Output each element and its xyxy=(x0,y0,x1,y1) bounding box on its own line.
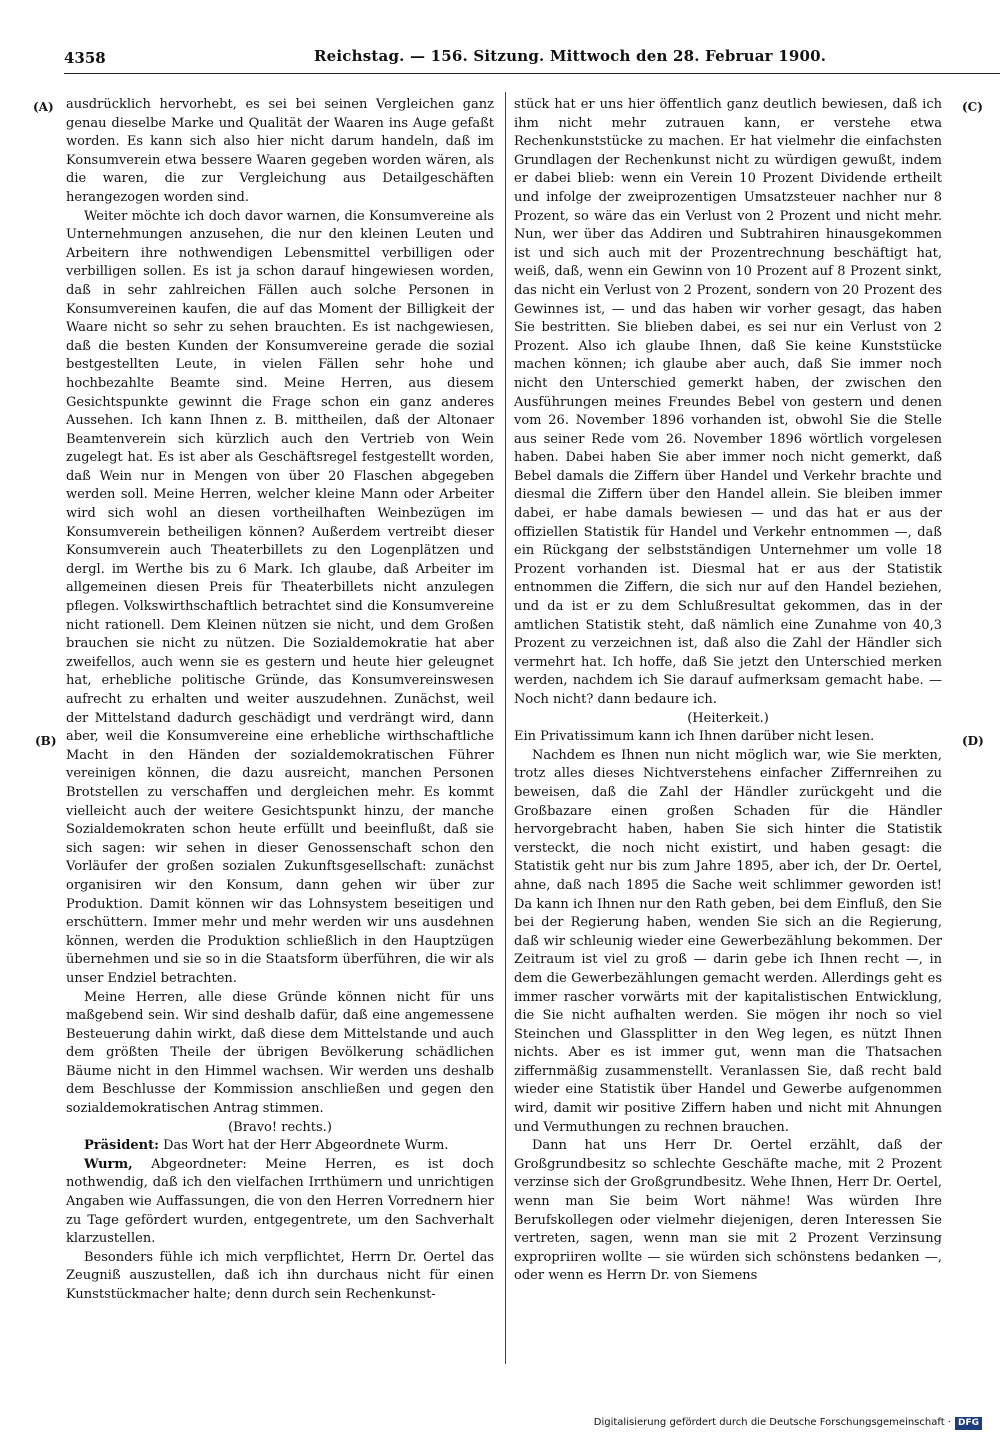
president-name: Präsident: xyxy=(84,1138,159,1154)
paragraph: Besonders fühle ich mich verpflichtet, Herrn Dr. Oertel das Zeugniß auszustellen, daß ich ihn durchaus nicht für einen Kunststückmacher halte; denn durch sein Rechenkunst- xyxy=(66,1249,494,1302)
header-rule xyxy=(64,73,1000,74)
paragraph: stück hat er uns hier öffentlich ganz deutlich bewiesen, daß ich ihm nicht mehr zutrauen kann, er verstehe etwa Rechenkunststücke zu machen. Er hat vielmehr die einfachsten Grundlagen der Rechenkunst nicht zu würdigen gewußt, indem er dabei blieb: wenn ein Verein 10 Prozent Dividende ertheilt und infolge der zweiprozentigen Umsatzsteuer nachher nur 8 Prozent, so wäre das ein Verlust von 2 Prozent und nicht mehr. Nun, wer über das Addiren und Subtrahiren hinausgekommen ist und sich auch mit der Prozentrechnung beschäftigt hat, weiß, daß, wenn ein Gewinn von 10 Prozent auf 8 Prozent sinkt, das nicht ein Verlust von 2 Prozent, sondern von 20 Prozent des Gewinnes ist, — und das haben wir vorher gesagt, das haben Sie bestritten. Sie blieben dabei, es sei nur ein Verlust von 2 Prozent. Also ich glaube Ihnen, daß Sie keine Kunststücke machen können; ich glaube aber auch, daß Sie immer noch nicht den Unterschied gemerkt haben, der zwischen den Ausführungen meines Freundes Bebel von gestern und denen vom 26. November 1896 vorhanden ist, obwohl Sie die Stelle aus seiner Rede vom 26. November 1896 wörtlich vorgelesen haben. Dabei haben Sie aber immer noch nicht gemerkt, daß Bebel damals die Ziffern über Handel und Verkehr brachte und diesmal die Ziffern über den Handel allein. Sie bleiben immer dabei, er habe damals bewiesen — und das hat er aus der offiziellen Statistik für Handel und Verkehr entnommen —, daß ein Rückgang der selbstständigen Unternehmer um volle 18 Prozent vorhanden ist. Diesmal hat er aus der Statistik entnommen die Ziffern, die sich nur auf den Handel beziehen, und da ist er zu dem Schlußresultat gekommen, das in der amtlichen Statistik steht, daß nämlich eine Zunahme von 40,3 Prozent zu verzeichnen ist, daß also die Zahl der Händler sich vermehrt hat. Ich hoffe, daß Sie jetzt den Unterschied merken werden, nachdem ich Sie darauf aufmerksam gemacht habe. — Noch nicht? dann bedaure ich. xyxy=(514,97,942,707)
page-header xyxy=(64,46,984,72)
right-column xyxy=(514,96,942,1286)
credit-text: Digitalisierung gefördert durch die Deutsche Forschungsgemeinschaft · xyxy=(593,1417,951,1428)
margin-marker-b: (B) xyxy=(35,734,57,748)
dfg-logo: DFG xyxy=(955,1417,982,1430)
margin-marker-c: (C) xyxy=(962,100,983,114)
paragraph: Dann hat uns Herr Dr. Oertel erzählt, daß der Großgrundbesitz so schlechte Geschäfte mache, mit 2 Prozent verzinse sich der Großgrundbesitz. Wehe Ihnen, Herr Dr. Oertel, wenn man Sie beim Wort nähme! Was würden Ihre Berufskollegen oder vielmehr diejenigen, deren Interessen Sie vertreten, sagen, wenn man sie mit 2 Prozent Verzinsung expropriiren wollte — sie würden sich schönstens bedanken —, oder wenn es Herrn Dr. von Siemens xyxy=(514,1138,942,1284)
speaker-name: Wurm, xyxy=(84,1156,133,1172)
paragraph: Ein Privatissimum kann ich Ihnen darüber nicht lesen. xyxy=(514,729,875,745)
paragraph: Weiter möchte ich doch davor warnen, die Konsumvereine als Unternehmungen anzusehen, die nur den kleinen Leuten und Arbeitern ihre nothwendigen Lebensmittel verbilligen oder verbilligen sollen. Es ist ja schon darauf hingewiesen worden, daß in sehr zahlreichen Fällen auch solche Personen in Konsumvereinen kaufen, die auf das Moment der Billigkeit der Waare nicht so sehr zu sehen brauchten. Es ist nachgewiesen, daß die besten Kunden der Konsumvereine gerade die sozial bestgestellten Leute, in vielen Fällen sehr hohe und hochbezahlte Beamte sind. Meine Herren, aus diesem Gesichtspunkte gewinnt die Frage schon ein ganz anderes Aussehen. Ich kann Ihnen z. B. mittheilen, daß der Altonaer Beamtenverein sich kürzlich auch den Vertrieb von Wein zugelegt hat. Es ist aber als Geschäftsregel festgestellt worden, daß Wein nur in Mengen von über 20 Flaschen abgegeben werden soll. Meine Herren, welcher kleine Mann oder Arbeiter wird sich wohl an diesen vortheilhaften Weinbezügen im Konsumverein betheiligen können? Außerdem vertreibt dieser Konsumverein auch Theaterbillets zu den Logenplätzen und dergl. im Werthe bis zu 6 Mark. Ich glaube, daß Arbeiter im allgemeinen diesen Preis für Theaterbillets nicht anzulegen pflegen. Volkswirthschaftlich betrachtet sind die Konsumvereine nicht rationell. Dem Kleinen nützen sie nicht, und dem Großen brauchen sie nicht zu nützen. Die Sozialdemokratie hat aber zweifellos, auch wenn sie es gestern und heute hier geleugnet hat, erhebliche politische Gründe, das Konsumvereinswesen aufrecht zu erhalten und weiter auszudehnen. Zunächst, weil der Mittelstand dadurch geschädigt und verdrängt wird, dann aber, weil die Konsumvereine eine erhebliche wirthschaftliche Macht in den Händen der sozialdemokratischen Führer vereinigen können, die dazu ausreicht, manchen Personen Brotstellen zu verschaffen und dergleichen mehr. Es kommt vielleicht auch der weitere Gesichtspunkt hinzu, der manche Sozialdemokraten schon heute erfüllt und beeinflußt, daß sie sich sagen: wir sehen in dieser Genossenschaft schon den Vorläufer der großen sozialen Zukunftsgesellschaft: zunächst organisiren wir den Konsum, dann gehen wir über zur Produktion. Damit können wir das Lohnsystem beseitigen und erschüttern. Immer mehr und mehr werden wir uns ausdehnen können, werden die Produktion schließlich in den Hauptzügen übernehmen und sie so in die Staatsform überführen, die wir als unser Endziel betrachten. xyxy=(66,208,494,986)
digitization-credit xyxy=(594,1416,982,1430)
margin-marker-a: (A) xyxy=(33,100,54,114)
laughter-note: (Heiterkeit.) xyxy=(687,710,769,726)
president-paragraph xyxy=(66,1137,494,1156)
margin-marker-d: (D) xyxy=(962,734,984,748)
column-divider xyxy=(505,92,506,1364)
speaker-paragraph xyxy=(66,1156,494,1249)
paragraph: Nachdem es Ihnen nun nicht möglich war, wie Sie merkten, trotz alles dieses Nichtverstehens einfacher Ziffernreihen zu beweisen, daß die Zahl der Händler zurückgeht und die Großbazare einen großen Schaden für die Händler hervorgebracht haben, haben Sie sich hinter die Statistik versteckt, die noch nicht existirt, und haben gesagt: die Statistik geht nur bis zum Jahre 1895, aber ich, der Dr. Oertel, ahne, daß nach 1895 die Sache weit schlimmer geworden ist! Da kann ich Ihnen nur den Rath geben, bei dem Einfluß, den Sie bei der Regierung haben, wenden Sie sich an die Regierung, daß wir schleunig wieder eine Gewerbezählung bekommen. Der Zeitraum ist viel zu groß — darin gebe ich Ihnen recht —, in dem die Gewerbezählungen gemacht werden. Allerdings geht es immer rascher vorwärts mit der kapitalistischen Entwicklung, die Sie nicht aufhalten werden. Sie mögen ihr noch so viel Steinchen und Glassplitter in den Weg legen, es nützt Ihnen nichts. Aber es ist immer gut, wenn man die Thatsachen ziffernmäßig zusammenstellt. Veranlassen Sie, daß recht bald wieder eine Statistik über Handel und Gewerbe aufgenommen wird, damit wir positive Ziffern haben und nicht mit Ahnungen und Vermuthungen zu rechnen brauchen. xyxy=(514,747,942,1135)
president-text: Das Wort hat der Herr Abgeordnete Wurm. xyxy=(163,1138,449,1154)
paragraph: Meine Herren, alle diese Gründe können nicht für uns maßgebend sein. Wir sind deshalb dafür, daß eine angemessene Besteuerung dahin wirkt, daß diese dem Mittelstande und auch dem größten Theile der übrigen Bevölkerung schädlichen Bäume nicht in den Himmel wachsen. Wir werden uns deshalb dem Beschlusse der Kommission anschließen und gegen den sozialdemokratischen Antrag stimmen. xyxy=(66,989,494,1117)
speaker-text: Abgeordneter: Meine Herren, es ist doch nothwendig, daß ich den vielfachen Irrthümern und unrichtigen Angaben wie Auffassungen, die von den Herren Vorrednern hier zu Tage gefördert wurden, entgegentrete, um den Sachverhalt klarzustellen. xyxy=(66,1156,494,1247)
paragraph: ausdrücklich hervorhebt, es sei bei seinen Vergleichen ganz genau dieselbe Marke und Qualität der Waaren ins Auge gefaßt worden. Es kann sich also hier nicht darum handeln, daß im Konsumverein etwa bessere Waaren gegeben worden wären, als die waren, die zur Vergleichung aus Detailgeschäften herangezogen worden sind. xyxy=(66,97,494,205)
page-number: 4358 xyxy=(64,49,106,67)
left-column xyxy=(66,96,494,1305)
running-head: Reichstag. — 156. Sitzung. Mittwoch den 28. Februar 1900. xyxy=(314,47,827,65)
applause-note: (Bravo! rechts.) xyxy=(228,1119,332,1135)
